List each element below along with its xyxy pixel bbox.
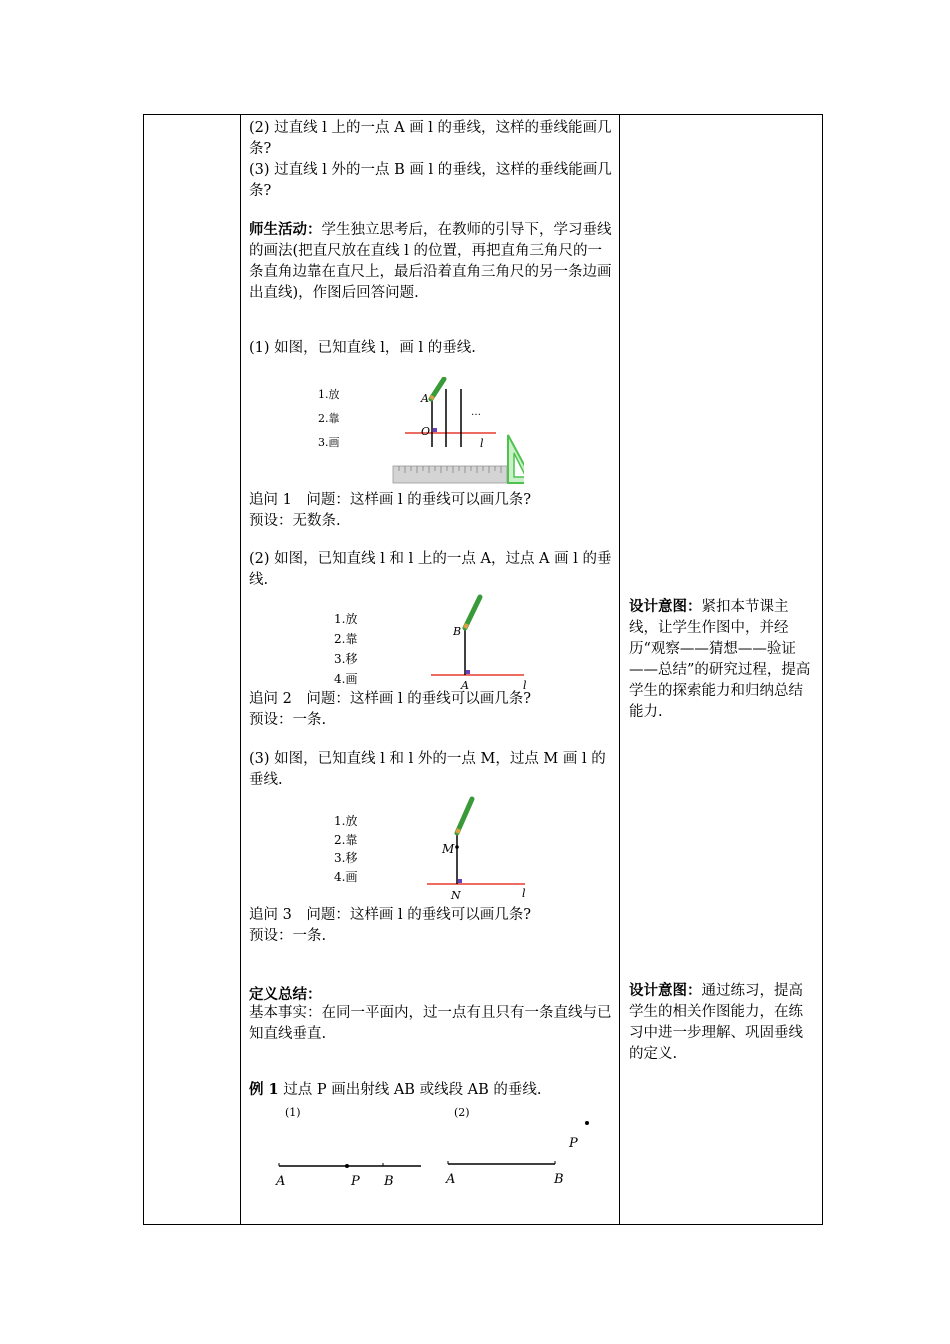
fig2-label-b: B: [453, 625, 462, 638]
ex-fig2-label-a: A: [446, 1172, 456, 1187]
figure-2: [329, 593, 529, 691]
design-intent-1: [629, 596, 817, 723]
fig2-label-l: l: [523, 679, 527, 691]
ex-fig1-point-p: [345, 1164, 349, 1168]
fig3-point-m: [455, 845, 459, 849]
ex-fig1-label-a: A: [276, 1174, 286, 1189]
fig1-step-2: 2.靠: [318, 412, 340, 425]
example-figures: [269, 1101, 619, 1191]
question-2: (2) 过直线 l 上的一点 A 画 l 的垂线，这样的垂线能画几条?: [249, 120, 612, 157]
intent2-text: 通过练习，提高学生的相关作图能力，在练习中进一步理解、巩固垂线的定义.: [629, 983, 803, 1062]
preset-2: 预设：一条.: [249, 712, 327, 728]
teacher-student-activity: [249, 219, 614, 304]
pencil-icon: [465, 597, 480, 628]
lesson-table: [143, 114, 823, 1225]
definition-title: 定义总结：: [249, 986, 322, 1003]
activity-label: 师生活动：: [249, 221, 322, 238]
fig1-label-o: O: [421, 425, 431, 438]
fig2-step-3: 3.移: [334, 652, 358, 666]
fig3-right-angle: [458, 879, 462, 883]
ex-fig1-number: (1): [285, 1106, 301, 1119]
pencil-tip-icon: [431, 396, 433, 399]
part2-heading: (2) 如图，已知直线 l 和 l 上的一点 A，过点 A 画 l 的垂线.: [249, 551, 612, 588]
fig3-label-m: M: [442, 842, 455, 856]
ex-fig2-number: (2): [454, 1106, 470, 1119]
definition-text: 基本事实：在同一平面内，过一点有且只有一条直线与已知直线垂直.: [249, 1005, 612, 1042]
pencil-tip-icon: [457, 829, 459, 833]
fig2-step-2: 2.靠: [334, 632, 358, 646]
intent2-label: 设计意图：: [629, 982, 702, 999]
question-3: (3) 过直线 l 外的一点 B 画 l 的垂线，这样的垂线能画几条?: [249, 162, 612, 199]
ruler-icon: [393, 466, 507, 483]
ex-fig1-label-p: P: [351, 1174, 360, 1189]
fig1-step-3: 3.画: [318, 436, 340, 449]
fig3-label-l: l: [522, 887, 526, 900]
intent1-text: 紧扣本节课主线，让学生作图中，并经历“观察——猜想——验证——总结”的研究过程，提高学生的探索能力和归纳总结能力.: [629, 599, 811, 720]
fig2-label-a: A: [461, 679, 469, 691]
example-label: 例 1: [249, 1081, 279, 1098]
fig3-step-3: 3.移: [334, 851, 358, 865]
fig1-step-1: 1.放: [318, 388, 340, 401]
ex-fig2-point-p: [585, 1121, 589, 1125]
followup-2: 追问 2 问题：这样画 l 的垂线可以画几条?: [249, 691, 531, 707]
followup-3: 追问 3 问题：这样画 l 的垂线可以画几条?: [249, 907, 531, 923]
fig1-right-angle: [433, 428, 437, 432]
fig2-step-4: 4.画: [334, 672, 358, 686]
ex-fig2-label-b: B: [554, 1172, 564, 1187]
fig3-step-1: 1.放: [334, 814, 358, 828]
pencil-icon: [457, 799, 472, 833]
example-1: [249, 1079, 614, 1101]
fig1-label-l: l: [480, 437, 484, 450]
design-intent-2: [629, 980, 817, 1065]
fig3-label-n: N: [451, 889, 461, 901]
part1-heading: (1) 如图，已知直线 l，画 l 的垂线.: [249, 340, 476, 356]
fig1-label-a: A: [421, 392, 429, 405]
column-divider-1: [240, 115, 241, 1224]
ex-fig1-label-b: B: [384, 1174, 394, 1189]
activity-text: 学生独立思考后，在教师的引导下，学习垂线的画法(把直尺放在直线 l 的位置，再把直角三角尺的一条直角边靠在直尺上，最后沿着直角三角尺的另一条边画出直线)，作图后回答问题.: [249, 222, 612, 301]
figure-1: [304, 377, 524, 487]
fig3-step-4: 4.画: [334, 870, 358, 884]
figure-3: [329, 793, 529, 901]
pencil-tip-icon: [465, 624, 467, 628]
intent1-label: 设计意图：: [629, 598, 702, 615]
ex-fig2-label-p: P: [569, 1136, 578, 1151]
fig1-label-dots: …: [471, 407, 481, 418]
part3-heading: (3) 如图，已知直线 l 和 l 外的一点 M，过点 M 画 l 的垂线.: [249, 751, 606, 788]
followup-1: 追问 1 问题：这样画 l 的垂线可以画几条?: [249, 492, 531, 508]
fig2-step-1: 1.放: [334, 612, 358, 626]
example-text: 过点 P 画出射线 AB 或线段 AB 的垂线.: [283, 1082, 542, 1098]
preset-1: 预设：无数条.: [249, 513, 341, 529]
fig3-step-2: 2.靠: [334, 833, 358, 847]
preset-3: 预设：一条.: [249, 928, 327, 944]
fig2-right-angle: [466, 670, 470, 674]
column-divider-2: [619, 115, 620, 1224]
